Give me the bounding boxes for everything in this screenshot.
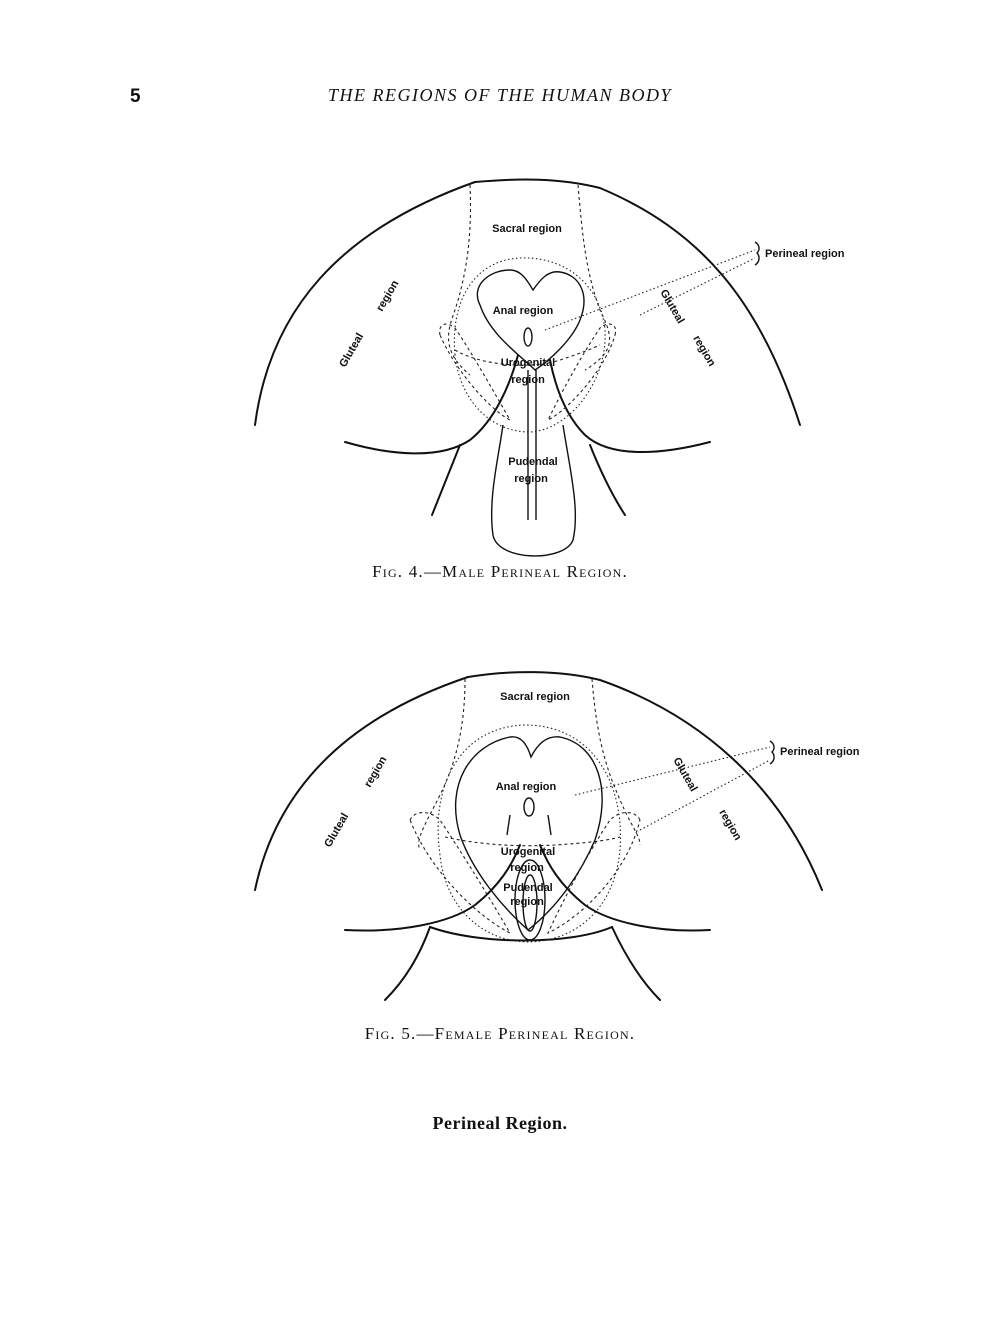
left-crease: [507, 815, 510, 835]
label-pudendal-region-line1: Pudendal: [503, 882, 553, 894]
sacral-region-border-right: [578, 185, 610, 370]
label-sacral-region: Sacral region: [492, 223, 562, 235]
label-gluteal-left-word1: Gluteal: [322, 811, 352, 850]
left-buttock-contour: [345, 355, 518, 453]
label-anal-region: Anal region: [492, 305, 554, 317]
label-anal-region: Anal region: [495, 781, 557, 793]
label-gluteal-left-word2: region: [362, 754, 390, 790]
right-crease: [548, 815, 551, 835]
anal-region-outline: [477, 270, 584, 370]
label-perineal-region: Perineal region: [780, 746, 860, 758]
label-gluteal-right-word1: Gluteal: [657, 287, 687, 326]
label-gluteal-left-word2: region: [374, 278, 402, 314]
label-pudendal-region-line2: region: [510, 896, 544, 908]
label-pudendal-region-line1: Pudendal: [508, 456, 558, 468]
anus: [524, 328, 532, 346]
label-gluteal-right-word2: region: [716, 807, 744, 843]
right-gluteal-fold: [548, 813, 640, 934]
left-gluteal-fold: [410, 813, 510, 934]
anus: [524, 798, 534, 816]
label-urogenital-region-line2: region: [511, 374, 545, 386]
perineal-leader-1: [545, 250, 755, 330]
label-urogenital-region-line1: Urogenital: [500, 846, 556, 858]
right-thigh-line: [590, 445, 625, 515]
label-gluteal-left-word1: Gluteal: [337, 331, 367, 370]
perineal-leader-2: [640, 258, 755, 315]
section-title: Perineal Region.: [432, 1113, 568, 1133]
page-number: 5: [130, 86, 141, 107]
sacral-region-border-left: [419, 679, 465, 850]
female-perineal-diagram: [0, 665, 1000, 1010]
label-gluteal-right-word1: Gluteal: [670, 755, 700, 794]
sacral-region-border-left: [448, 185, 470, 375]
figure-4-caption: Fig. 4.—Male Perineal Region.: [372, 562, 628, 581]
label-sacral-region: Sacral region: [500, 691, 570, 703]
left-thigh-line: [432, 445, 460, 515]
left-buttock-contour: [345, 845, 520, 931]
perineal-brace: [755, 242, 759, 265]
running-head: THE REGIONS OF THE HUMAN BODY: [328, 85, 672, 105]
label-gluteal-right-word2: region: [690, 333, 718, 369]
figure-male-perineal: [0, 170, 1000, 570]
perineal-leader-1: [575, 747, 770, 795]
pudendal-outline: [492, 425, 576, 556]
right-thigh-line: [612, 927, 660, 1000]
label-perineal-region: Perineal region: [765, 248, 845, 260]
perineal-leader-2: [640, 760, 770, 830]
label-urogenital-region-line2: region: [510, 862, 544, 874]
lower-fold-line: [430, 927, 612, 941]
figure-female-perineal: [0, 665, 1000, 1010]
figure-5-caption: Fig. 5.—Female Perineal Region.: [364, 1024, 636, 1043]
right-buttock-contour: [550, 360, 710, 452]
perineal-brace: [770, 741, 774, 764]
male-perineal-diagram: [0, 170, 1000, 570]
label-pudendal-region-line2: region: [514, 473, 548, 485]
left-thigh-line: [385, 927, 430, 1000]
label-urogenital-region-line1: Urogenital: [500, 357, 556, 369]
